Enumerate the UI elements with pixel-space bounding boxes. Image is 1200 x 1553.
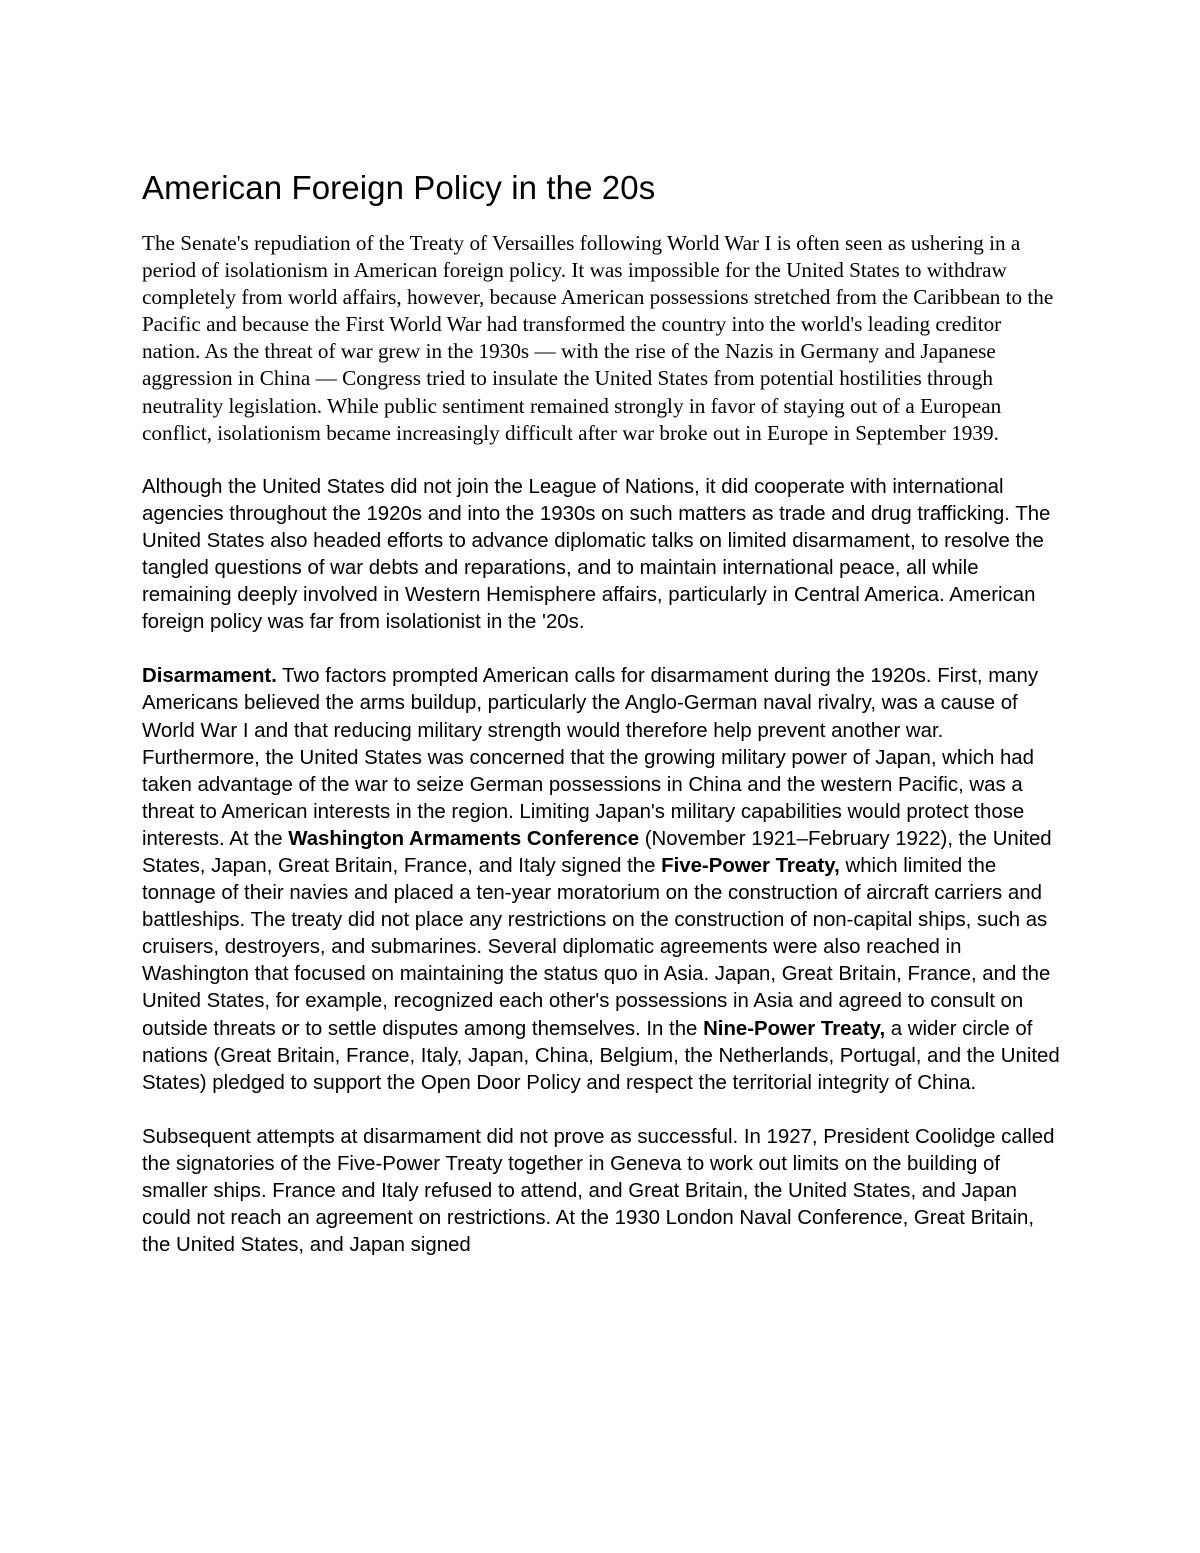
paragraph-disarmament [142,663,1064,1097]
document-page [142,168,1064,1286]
paragraph-subsequent-attempts: Subsequent attempts at disarmament did not prove as successful. In 1927, President Coolidge called the signatories of the Five-Power Treaty together in Geneva to work out limits on the building of smaller ships. France and Italy refused to attend, and Great Britain, the United States, and Japan could not reach an agreement on restrictions. At the 1930 London Naval Conference, Great Britain, the United States, and Japan signed [142,1125,1055,1257]
paragraph-isolationism: The Senate's repudiation of the Treaty of Versailles following World War I is often seen as ushering in a period of isolationism in American foreign policy. It was impossible for the United States to withdraw completely from world affairs, however, because American possessions stretched from the Caribbean to the Pacific and because the First World War had transformed the country into the world's leading creditor nation. As the threat of war grew in the 1930s — with the rise of the Nazis in Germany and Japanese aggression in China — Congress tried to insulate the United States from potential hostilities through neutrality legislation. While public sentiment remained strongly in favor of staying out of a European conflict, isolationism became increasingly difficult after war broke out in Europe in September 1939. [142,231,1054,445]
paragraph-text: which limited the tonnage of their navies and placed a ten-year moratorium on the construction of aircraft carriers and battleships. The treaty did not place any restrictions on the construction of non-capital ships, such as cruisers, destroyers, and submarines. Several diplomatic agreements were also reached in Washington that focused on maintaining the status quo in Asia. Japan, Great Britain, France, and the United States, for example, recognized each other's possessions in Asia and agreed to consult on outside threats or to settle disputes among themselves. In the [142,854,1051,1040]
document-title: American Foreign Policy in the 20s [142,169,656,206]
term-five-power-treaty: Five-Power Treaty, [661,854,840,877]
term-nine-power-treaty: Nine-Power Treaty, [703,1017,886,1040]
paragraph-text: Two factors prompted American calls for disarmament during the 1920s. First, many Americans believed the arms buildup, particularly the Anglo-German naval rivalry, was a cause of World War I and that reducing military strength would therefore help prevent another war. Furthermore, the United States was concerned that the growing military power of Japan, which had taken advantage of the war to seize German possessions in China and the western Pacific, was a threat to American interests in the region. Limiting Japan's military capabilities would protect those interests. At the [142,665,1039,850]
paragraph-text: a wider circle of nations (Great Britain, France, Italy, Japan, China, Belgium, the Netherlands, Portugal, and the United States) pledged to support the Open Door Policy and respect the territorial integrity of China. [142,1017,1060,1094]
paragraph-text: (November 1921–February 1922), the United States, Japan, Great Britain, France, and Italy signed the [142,827,1052,877]
section-heading-disarmament: Disarmament. [142,665,277,688]
term-washington-conference: Washington Armaments Conference [288,827,640,850]
paragraph-international-cooperation: Although the United States did not join the League of Nations, it did cooperate with international agencies throughout the 1920s and into the 1930s on such matters as trade and drug trafficking. The United States also headed efforts to advance diplomatic talks on limited disarmament, to resolve the tangled questions of war debts and reparations, and to maintain international peace, all while remaining deeply involved in Western Hemisphere affairs, particularly in Central America. American foreign policy was far from isolationist in the '20s. [142,475,1051,634]
